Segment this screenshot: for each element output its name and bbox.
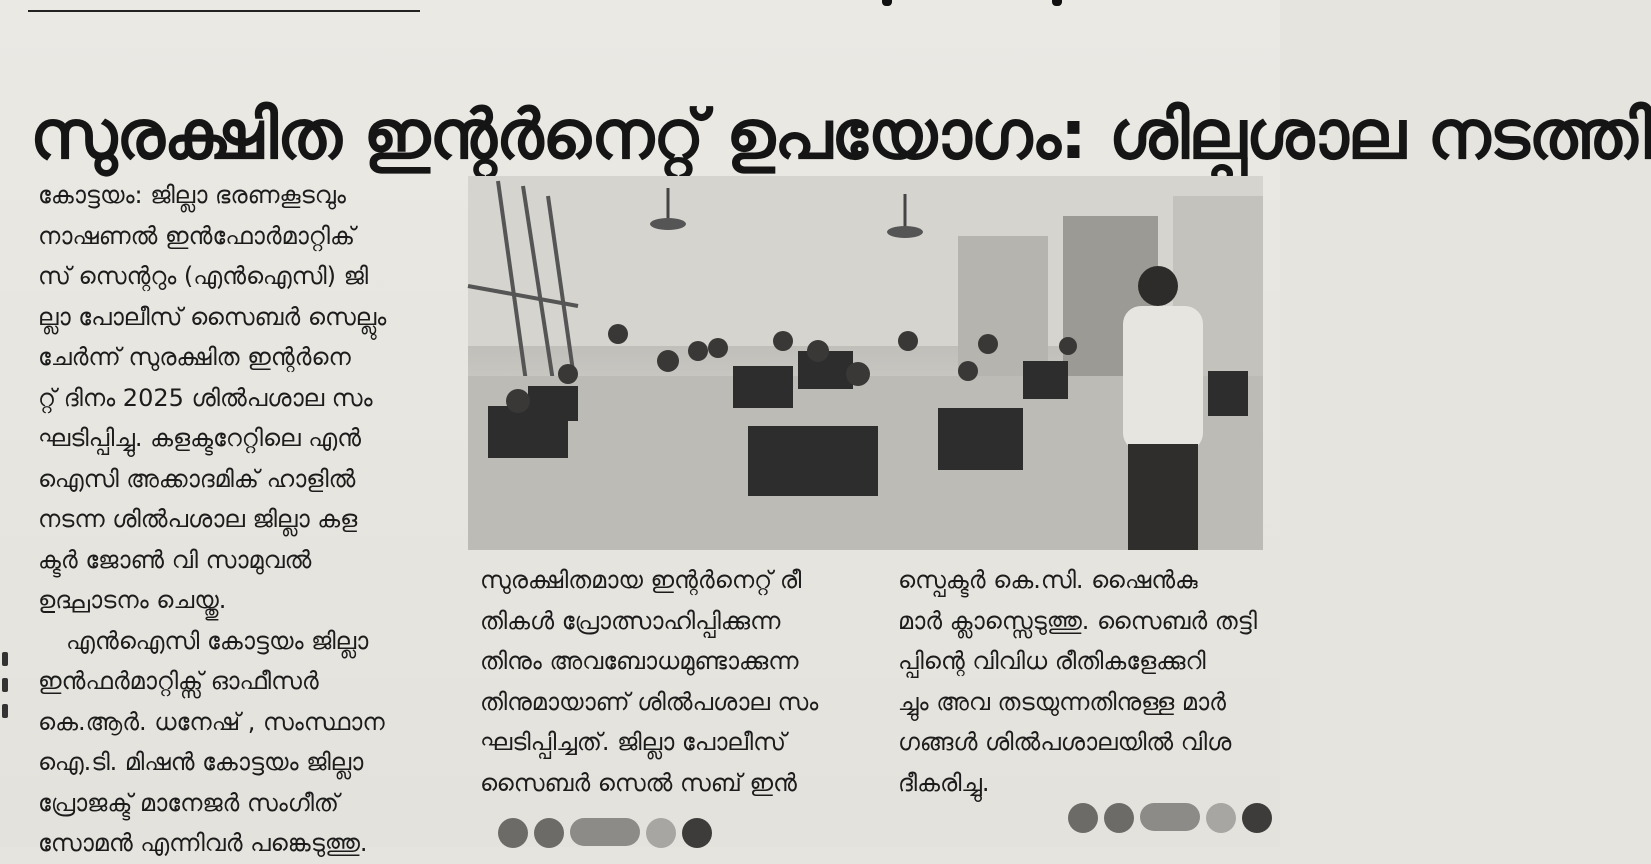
text-line: ല്ലാ പോലീസ് സൈബർ സെല്ലും: [38, 302, 387, 331]
paragraph-2: [38, 621, 438, 864]
ink-dot: [498, 818, 528, 848]
text-line: ഘടിപ്പിച്ചു. കളക്ടറേറ്റിലെ എൻ: [38, 424, 361, 452]
ink-dot: [1104, 803, 1134, 833]
top-mark: [1052, 0, 1062, 6]
text-line: ദീകരിച്ചു.: [898, 768, 990, 797]
text-line: ഇൻഫർമാറ്റിക്സ് ഓഫീസർ: [38, 667, 319, 695]
ink-dot: [682, 818, 712, 848]
text-line: നടന്ന ശിൽപശാല ജില്ലാ കള: [38, 505, 358, 533]
article-column-2: [480, 560, 860, 803]
text-line: നാഷണൽ ഇൻഫോർമാറ്റിക്: [38, 221, 356, 250]
text-line: തിനും അവബോധമുണ്ടാക്കുന്ന: [480, 647, 799, 675]
ink-dot: [1242, 803, 1272, 833]
text-line: കെ.ആർ. ധനേഷ് , സംസ്ഥാന: [38, 707, 385, 736]
text-line: സുരക്ഷിതമായ ഇന്റർനെറ്റ് രീ: [480, 566, 802, 594]
text-line: ഐ.ടി. മിഷൻ കോട്ടയം ജില്ലാ: [38, 748, 364, 776]
article-column-1: [38, 175, 438, 864]
text-line: പ്പിന്റെ വിവിധ രീതികളേക്കുറി: [898, 647, 1206, 675]
ink-bar: [1140, 803, 1200, 831]
text-line: റ്റ് ദിനം 2025 ശിൽപശാല സം: [38, 383, 373, 412]
paragraph-1: [38, 175, 438, 621]
top-mark: [882, 0, 892, 6]
text-line: പ്രോജക്ട് മാനേജർ സംഗീത്: [38, 788, 339, 817]
text-line: മാർ ക്ലാസ്സെടുത്തു. സൈബർ തട്ടി: [898, 606, 1257, 635]
text-line: തിനുമായാണ് ശിൽപശാല സം: [480, 687, 819, 716]
workshop-photo: [468, 176, 1263, 550]
ink-dot: [1206, 803, 1236, 833]
ink-bar: [570, 818, 640, 846]
ink-dot: [534, 818, 564, 848]
article-column-3: [898, 560, 1270, 803]
bottom-ink-dots: [498, 818, 712, 848]
text-line: സോമൻ എന്നിവർ പങ്കെടുത്തു.: [38, 829, 368, 857]
text-line: സ് സെന്ററും (എൻഐസി) ജി: [38, 262, 369, 290]
text-line: തികൾ പ്രോത്സാഹിപ്പിക്കുന്ന: [480, 606, 781, 635]
margin-marks: [0, 640, 14, 760]
text-line: എൻഐസി കോട്ടയം ജില്ലാ: [66, 626, 369, 655]
ink-dot: [1068, 803, 1098, 833]
text-line: കോട്ടയം: ജില്ലാ ഭരണകൂടവും: [38, 181, 346, 209]
text-line: സൈബർ സെൽ സബ് ഇൻ: [480, 768, 797, 797]
ink-dot: [646, 818, 676, 848]
article-headline: സുരക്ഷിത ഇന്റർനെറ്റ് ഉപയോഗം: ശില്പശാല നടത്തി: [30, 95, 1651, 175]
text-line: ച്ചും അവ തടയുന്നതിനുള്ള മാർ: [898, 687, 1226, 716]
text-line: സ്പെക്ടർ കെ.സി. ഷൈൻകു: [898, 566, 1198, 594]
text-line: ഐസി അക്കാദമിക് ഹാളിൽ: [38, 464, 356, 493]
bottom-ink-dots-right: [1068, 803, 1272, 833]
text-line: ചേർന്ന് സുരക്ഷിത ഇന്റർനെ: [38, 343, 351, 371]
text-line: ക്ടർ ജോൺ വി സാമുവൽ: [38, 545, 312, 574]
top-rule: [28, 10, 420, 12]
text-line: ഘടിപ്പിച്ചത്. ജില്ലാ പോലീസ്: [480, 728, 787, 756]
text-line: ഗങ്ങൾ ശിൽപശാലയിൽ വിശ: [898, 728, 1232, 756]
text-line: ഉദ്ഘാടനം ചെയ്തു.: [38, 586, 227, 614]
workshop-photo-icon: [468, 176, 1263, 550]
